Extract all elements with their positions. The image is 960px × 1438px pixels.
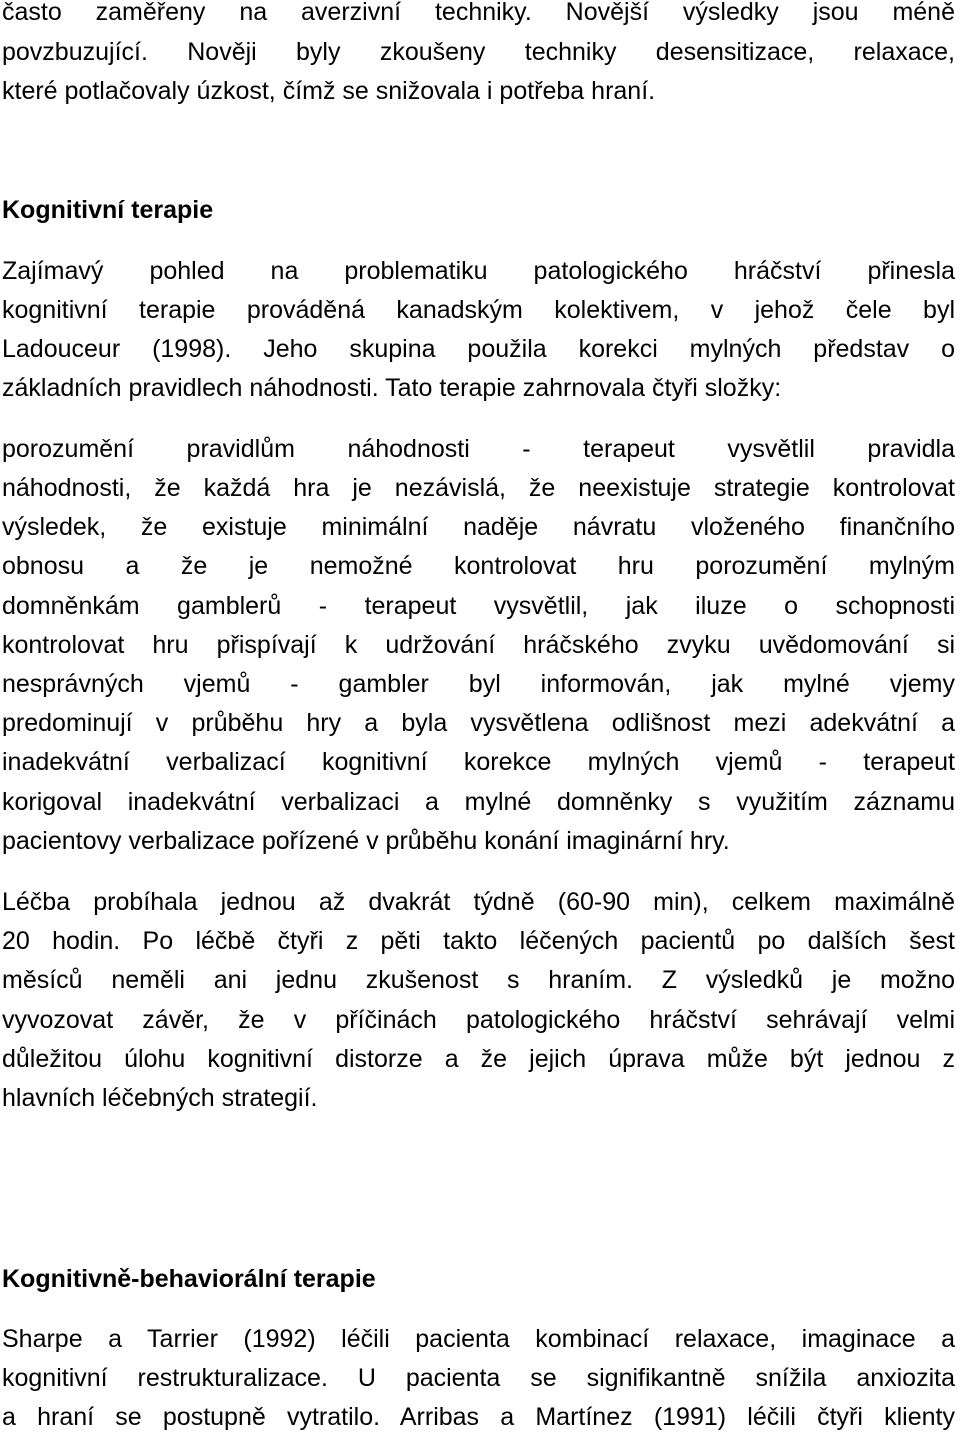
text-line: vyvozovat závěr, že v příčinách patologického hráčství sehrávají velmi bbox=[2, 1006, 955, 1034]
text-line: kognitivní terapie prováděná kanadským kolektivem, v jehož čele byl bbox=[2, 296, 955, 324]
text-line: Sharpe a Tarrier (1992) léčili pacienta kombinací relaxace, imaginace a bbox=[2, 1325, 955, 1353]
text-line: povzbuzující. Nověji byly zkoušeny techniky desensitizace, relaxace, bbox=[2, 38, 955, 66]
text-line: a hraní se postupně vytratilo. Arribas a Martínez (1991) léčili čtyři klienty bbox=[2, 1403, 955, 1431]
text-line: důležitou úlohu kognitivní distorze a že jejich úprava může být jednou z bbox=[2, 1045, 955, 1073]
text-line: kontrolovat hru přispívají k udržování hráčského zvyku uvědomování si bbox=[2, 631, 955, 659]
text-line: Léčba probíhala jednou až dvakrát týdně (60-90 min), celkem maximálně bbox=[2, 888, 955, 916]
text-line: náhodnosti, že každá hra je nezávislá, že neexistuje strategie kontrolovat bbox=[2, 474, 955, 502]
text-line: výsledek, že existuje minimální naděje návratu vloženého finančního bbox=[2, 513, 955, 541]
text-line: pacientovy verbalizace pořízené v průběhu konání imaginární hry. bbox=[2, 827, 730, 855]
text-line: Ladouceur (1998). Jeho skupina použila korekci mylných představ o bbox=[2, 335, 955, 363]
text-line: inadekvátní verbalizací kognitivní korekce mylných vjemů - terapeut bbox=[2, 748, 955, 776]
text-line: korigoval inadekvátní verbalizaci a mylné domněnky s využitím záznamu bbox=[2, 788, 955, 816]
text-line: měsíců neměli ani jednu zkušenost s hraním. Z výsledků je možno bbox=[2, 966, 955, 994]
text-line: kognitivní restrukturalizace. U pacienta se signifikantně snížila anxiozita bbox=[2, 1364, 955, 1392]
text-line: domněnkám gamblerů - terapeut vysvětlil, jak iluze o schopnosti bbox=[2, 592, 955, 620]
text-line: které potlačovaly úzkost, čímž se snižovala i potřeba hraní. bbox=[2, 77, 656, 105]
text-line: predominují v průběhu hry a byla vysvětlena odlišnost mezi adekvátní a bbox=[2, 709, 955, 737]
text-line: porozumění pravidlům náhodnosti - terapeut vysvětlil pravidla bbox=[2, 435, 955, 463]
text-line: základních pravidlech náhodnosti. Tato terapie zahrnovala čtyři složky: bbox=[2, 374, 782, 402]
text-line: Zajímavý pohled na problematiku patologického hráčství přinesla bbox=[2, 257, 955, 285]
text-line: 20 hodin. Po léčbě čtyři z pěti takto léčených pacientů po dalších šest bbox=[2, 927, 955, 955]
text-line: obnosu a že je nemožné kontrolovat hru porozumění mylným bbox=[2, 552, 955, 580]
text-line: nesprávných vjemů - gambler byl informován, jak mylné vjemy bbox=[2, 670, 955, 698]
section-heading-kognitivni: Kognitivní terapie bbox=[2, 196, 214, 224]
section-heading-kbt: Kognitivně-behaviorální terapie bbox=[2, 1265, 376, 1293]
text-line: hlavních léčebných strategií. bbox=[2, 1084, 318, 1112]
text-line: často zaměřeny na averzivní techniky. Novější výsledky jsou méně bbox=[2, 0, 955, 26]
